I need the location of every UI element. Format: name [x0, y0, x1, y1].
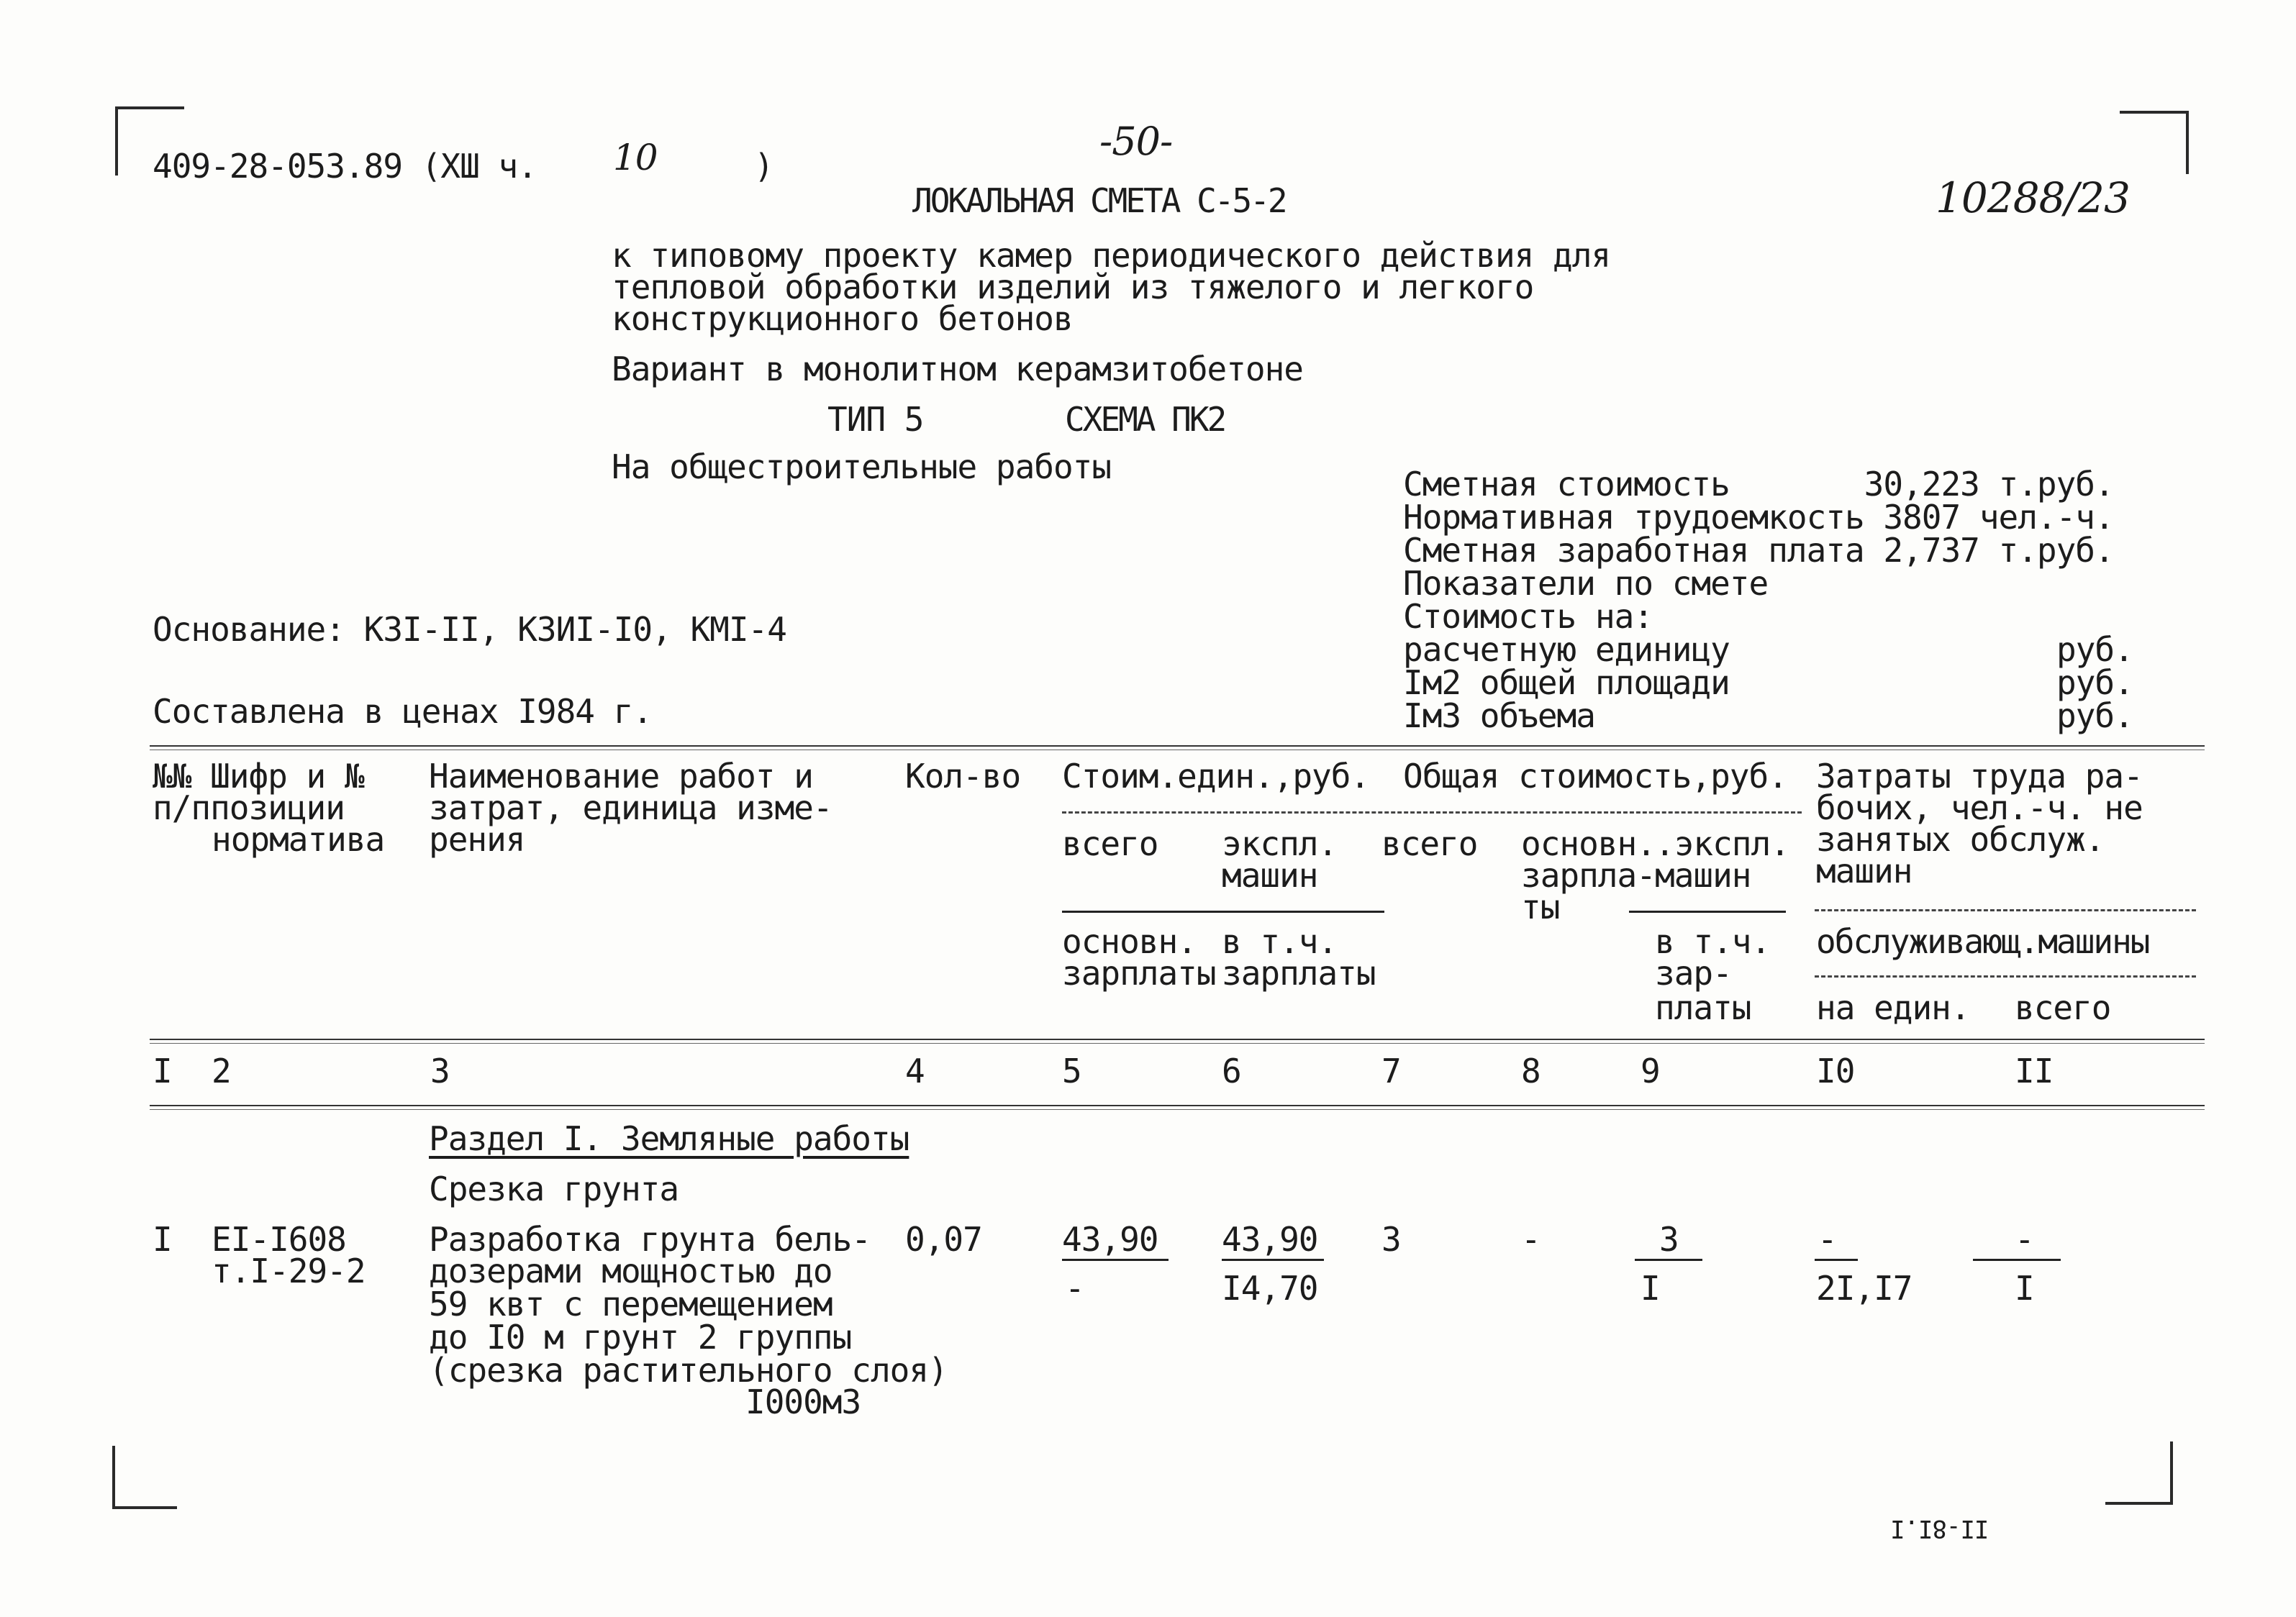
- corner-mark-bottom-right: [2170, 1441, 2173, 1505]
- row-name-line4: до I0 м грунт 2 группы: [429, 1318, 852, 1357]
- row-name-line1: Разработка грунта бель-: [429, 1220, 871, 1259]
- type-label: ТИП 5: [827, 400, 924, 439]
- works-line: На общестроительные работы: [612, 447, 1112, 486]
- header-quantity: Кол-во: [905, 757, 1021, 796]
- header-col1-line3: норматива: [212, 820, 385, 859]
- header-incl-wage2-line3: платы: [1655, 988, 1751, 1027]
- header-incl-wage2-line2: зар-: [1655, 954, 1732, 993]
- column-number-9: 9: [1641, 1052, 1660, 1090]
- row-col6-fraction-bar: [1222, 1259, 1324, 1261]
- column-number-2: 2: [212, 1052, 231, 1090]
- row-col5-fraction-bar: [1062, 1259, 1169, 1261]
- column-number-4: 4: [905, 1052, 925, 1090]
- header-total-cost: Общая стоимость,руб.: [1403, 757, 1787, 796]
- header-col3-line2: затрат, единица изме-: [429, 788, 832, 827]
- corner-mark-top-left: [115, 106, 118, 176]
- header-machines-1-line2: машин: [1222, 856, 1318, 895]
- header-rule-labor-2: [1815, 975, 2196, 978]
- header-total-2: всего: [1381, 824, 1478, 863]
- row-col5-top: 43,90: [1062, 1220, 1158, 1259]
- corner-mark-bottom-left-h: [112, 1506, 177, 1509]
- corner-mark-bottom-right-h: [2105, 1502, 2173, 1505]
- header-col3-line1: Наименование работ и: [429, 757, 813, 796]
- header-col3-line3: рения: [429, 820, 525, 859]
- section-title: Раздел I. Земляные работы: [429, 1119, 909, 1158]
- header-incl-wage-line2: зарплаты: [1222, 954, 1376, 993]
- estimate-heading: ЛОКАЛЬНАЯ СМЕТА С-5-2: [912, 181, 1286, 220]
- column-numbers-rule: [150, 1105, 2205, 1110]
- header-incl-wage2-line1: в т.ч.: [1655, 922, 1771, 961]
- summary-line-4: Показатели по смете: [1403, 564, 1769, 603]
- corner-mark-bottom-left: [112, 1446, 115, 1509]
- header-rule-labor-1: [1815, 909, 2196, 911]
- header-labor-line3: занятых обслуж.: [1816, 820, 2105, 859]
- header-machines-2-line2: машин: [1655, 856, 1751, 895]
- header-basic-wage-unit-line2: зарплаты: [1062, 954, 1216, 993]
- row-unit: I000м3: [745, 1383, 861, 1421]
- unit-cost-label-2: Iм2 общей площади: [1403, 663, 1730, 702]
- row-col5-bottom: -: [1065, 1269, 1084, 1308]
- row-quantity: 0,07: [905, 1220, 982, 1259]
- unit-cost-label-1: расчетную единицу: [1403, 630, 1730, 669]
- unit-cost-unit-3: руб.: [2056, 696, 2133, 735]
- header-servicing-machines: обслуживающ.машины: [1816, 922, 2149, 961]
- header-machines-2-line1: .экспл.: [1655, 824, 1789, 863]
- column-number-1: I: [153, 1052, 172, 1090]
- column-number-7: 7: [1381, 1052, 1401, 1090]
- row-col10-bottom: 2I,I7: [1816, 1269, 1912, 1308]
- document-code: 409-28-053.89 (XШ ч.: [153, 147, 537, 186]
- subtitle-line-1: к типовому проекту камер периодического действия для: [612, 236, 1611, 275]
- volume-close-paren: ): [754, 147, 773, 186]
- header-basic-wage-line3: ты: [1521, 888, 1560, 926]
- header-incl-wage-line1: в т.ч.: [1222, 922, 1338, 961]
- header-col1-line1: №№ Шифр и №: [153, 757, 364, 796]
- row-col6-top: 43,90: [1222, 1220, 1318, 1259]
- scheme-label: СХЕМА ПК2: [1065, 400, 1225, 439]
- header-labor-line4: машин: [1816, 852, 1912, 891]
- prices-line: Составлена в ценах I984 г.: [153, 692, 653, 731]
- page-number-handwritten: -50-: [1099, 119, 1173, 164]
- summary-line-5: Стоимость на:: [1403, 597, 1653, 636]
- header-basic-wage-line1: основн.: [1521, 824, 1656, 863]
- column-number-5: 5: [1062, 1052, 1081, 1090]
- header-labor-line1: Затраты труда ра-: [1816, 757, 2143, 796]
- row-col9-fraction-bar: [1635, 1259, 1702, 1261]
- header-basic-wage-line2: зарпла-: [1521, 856, 1656, 895]
- row-number: I: [153, 1220, 172, 1259]
- subtitle-line-3: конструкционного бетонов: [612, 299, 1073, 338]
- unit-cost-unit-2: руб.: [2056, 663, 2133, 702]
- unit-cost-label-3: Iм3 объема: [1403, 696, 1595, 735]
- header-machines-1-line1: экспл.: [1222, 824, 1338, 863]
- header-col1-line2: п/ппозиции: [153, 788, 345, 827]
- header-rule-total-cost: [1629, 911, 1786, 913]
- summary-line-3: Сметная заработная плата 2,737 т.руб.: [1403, 531, 2114, 570]
- header-rule-unit-cost: [1062, 911, 1384, 913]
- row-col10-fraction-bar: [1815, 1259, 1858, 1261]
- column-number-8: 8: [1521, 1052, 1541, 1090]
- header-rule-cost-groups: [1062, 811, 1802, 814]
- header-bottom-rule: [150, 1039, 2205, 1044]
- summary-line-2: Нормативная трудоемкость 3807 чел.-ч.: [1403, 498, 2114, 537]
- footer-code: II-8I.I: [1891, 1514, 1989, 1543]
- column-number-6: 6: [1222, 1052, 1241, 1090]
- row-col7: 3: [1381, 1220, 1401, 1259]
- section-subtitle: Срезка грунта: [429, 1170, 679, 1208]
- row-code-line2: т.I-29-2: [212, 1252, 366, 1290]
- volume-number-handwritten: 10: [613, 137, 658, 178]
- corner-mark-top-right-h: [2120, 111, 2189, 114]
- row-name-line3: 59 квт с перемещением: [429, 1285, 832, 1324]
- row-col8: -: [1521, 1220, 1541, 1259]
- summary-line-1: Сметная стоимость 30,223 т.руб.: [1403, 465, 2114, 504]
- unit-cost-unit-1: руб.: [2056, 630, 2133, 669]
- header-total-3: всего: [2015, 988, 2111, 1027]
- column-number-3: 3: [430, 1052, 450, 1090]
- row-col11-bottom: I: [2015, 1269, 2034, 1308]
- column-number-10: I0: [1816, 1052, 1855, 1090]
- inventory-number-handwritten: 10288/23: [1936, 173, 2130, 222]
- row-name-line2: дозерами мощностью до: [429, 1252, 832, 1290]
- header-per-unit: на един.: [1816, 988, 1970, 1027]
- subtitle-line-2: тепловой обработки изделий из тяжелого и легкого: [612, 268, 1534, 306]
- row-col11-fraction-bar: [1973, 1259, 2061, 1261]
- row-col9-bottom: I: [1641, 1269, 1660, 1308]
- header-total-1: всего: [1062, 824, 1158, 863]
- row-col10-top: -: [1818, 1220, 1837, 1259]
- corner-mark-top-right: [2186, 111, 2189, 174]
- row-col11-top: -: [2015, 1220, 2034, 1259]
- corner-mark-top-left-h: [115, 106, 184, 109]
- header-unit-cost: Стоим.един.,руб.: [1062, 757, 1370, 796]
- row-col9-top: 3: [1659, 1220, 1679, 1259]
- row-code-line1: EI-I608: [212, 1220, 346, 1259]
- header-basic-wage-unit-line1: основн.: [1062, 922, 1197, 961]
- basis-line: Основание: КЗI-II, КЗИI-I0, КМI-4: [153, 610, 786, 649]
- column-number-11: II: [2015, 1052, 2054, 1090]
- row-col6-bottom: I4,70: [1222, 1269, 1318, 1308]
- header-labor-line2: бочих, чел.-ч. не: [1816, 788, 2143, 827]
- table-top-rule: [150, 745, 2205, 750]
- row-name-line5: (срезка растительного слоя): [429, 1351, 948, 1390]
- variant-line: Вариант в монолитном керамзитобетоне: [612, 350, 1303, 388]
